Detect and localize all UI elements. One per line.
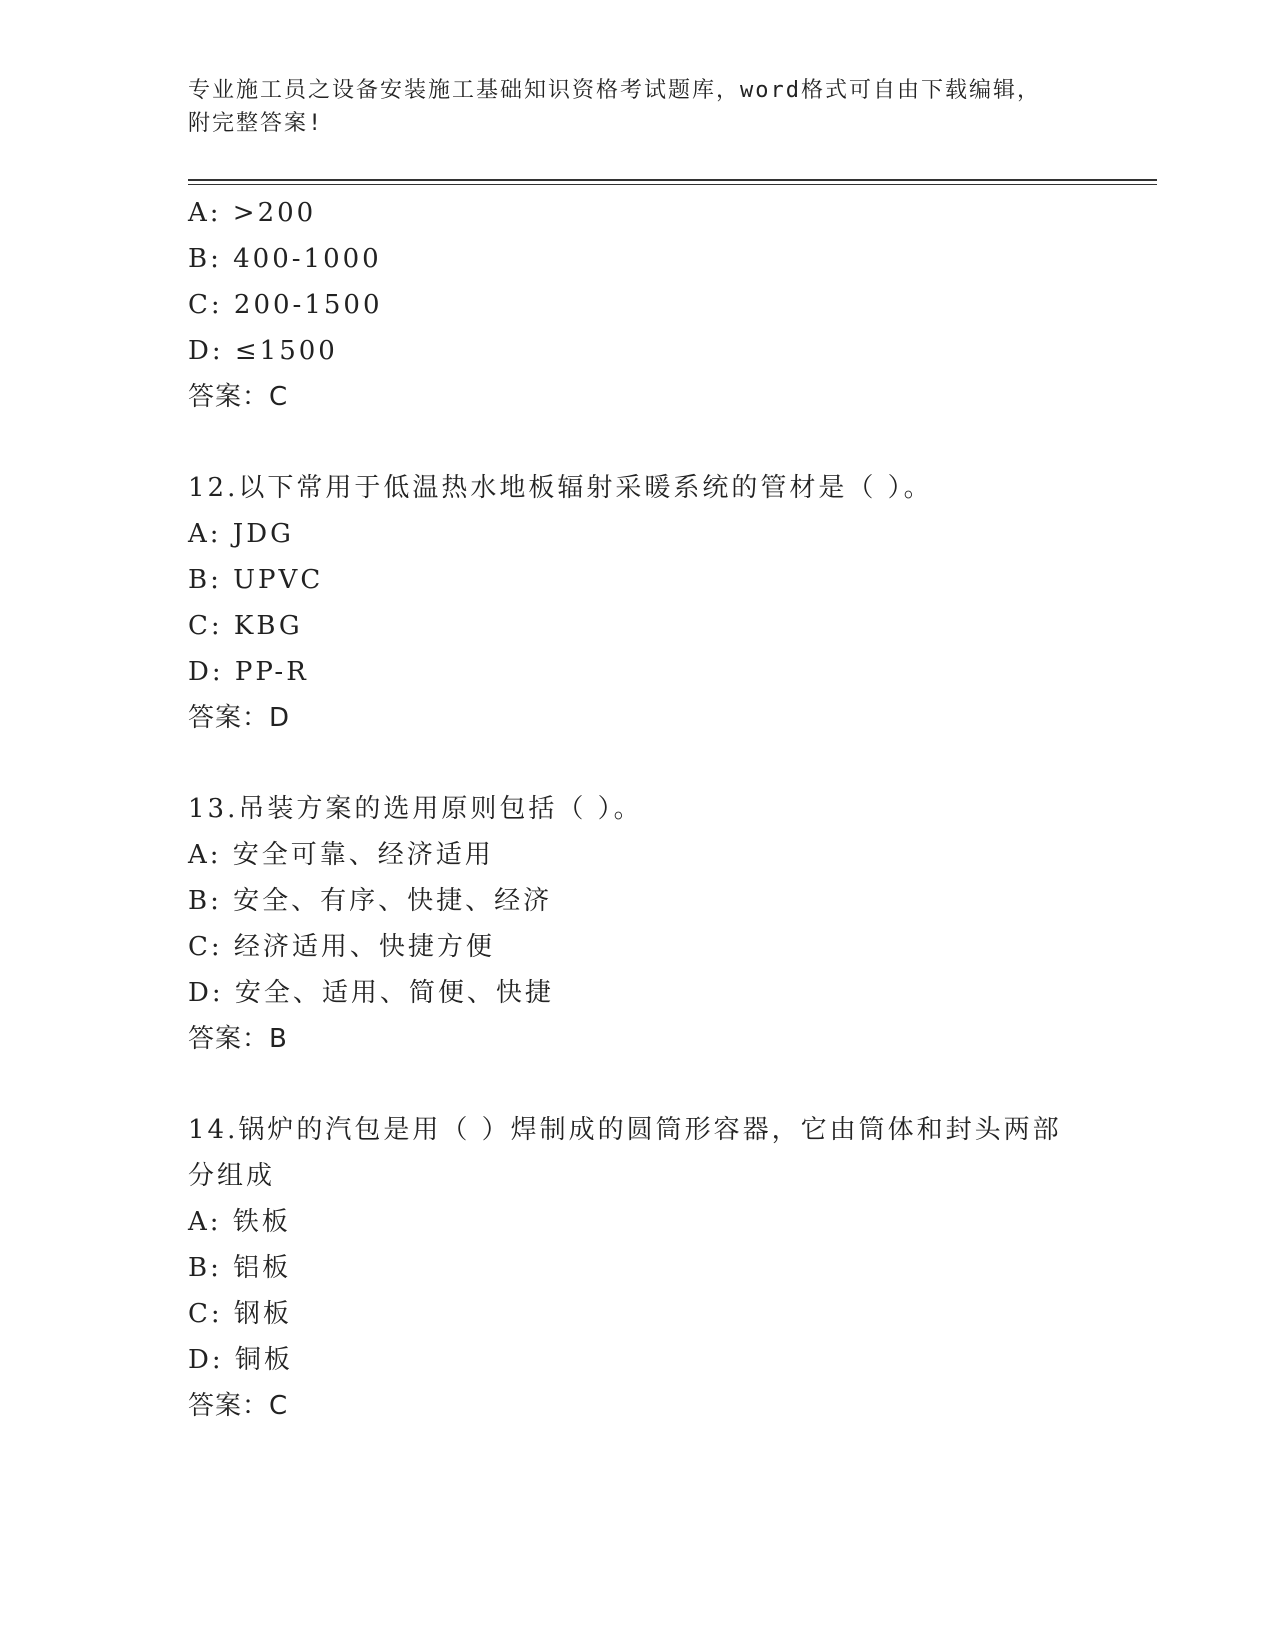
question-14 — [188, 1107, 1088, 1429]
option-c: C: KBG — [188, 611, 303, 641]
option-c: C: 200-1500 — [188, 290, 383, 320]
header-line-1: 专业施工员之设备安装施工基础知识资格考试题库，word格式可自由下载编辑， — [188, 78, 1041, 103]
answer-line: 答案：C — [188, 1391, 289, 1421]
question-stem: 12.以下常用于低温热水地板辐射采暖系统的管材是（ ）。 — [188, 473, 933, 503]
option-c: C: 经济适用、快捷方便 — [188, 932, 495, 962]
spacer — [188, 741, 1088, 786]
option-a: A: >200 — [188, 198, 317, 228]
spacer — [188, 420, 1088, 465]
question-stem: 13.吊装方案的选用原则包括（ ）。 — [188, 794, 643, 824]
option-a: A: JDG — [188, 519, 294, 549]
answer-line: 答案：D — [188, 703, 291, 733]
option-b: B: UPVC — [188, 565, 324, 595]
question-13 — [188, 786, 1088, 1062]
question-stem-line-2: 分组成 — [188, 1161, 276, 1191]
answer-line: 答案：C — [188, 382, 289, 412]
option-b: B: 安全、有序、快捷、经济 — [188, 886, 553, 916]
document-header — [188, 74, 1088, 140]
question-stem-line-1: 14.锅炉的汽包是用（ ）焊制成的圆筒形容器，它由筒体和封头两部 — [188, 1115, 1062, 1145]
option-b: B: 铝板 — [188, 1253, 292, 1283]
question-list — [188, 190, 1088, 1429]
header-line-2: 附完整答案! — [188, 111, 324, 136]
option-d: D: ≤1500 — [188, 336, 338, 366]
option-d: D: PP-R — [188, 657, 309, 687]
question-11 — [188, 190, 1088, 420]
answer-line: 答案：B — [188, 1024, 288, 1054]
option-d: D: 安全、适用、简便、快捷 — [188, 978, 554, 1008]
option-b: B: 400-1000 — [188, 244, 382, 274]
spacer — [188, 1062, 1088, 1107]
header-divider — [188, 179, 1157, 185]
option-d: D: 铜板 — [188, 1345, 293, 1375]
question-12 — [188, 465, 1088, 741]
option-a: A: 安全可靠、经济适用 — [188, 840, 494, 870]
option-c: C: 钢板 — [188, 1299, 292, 1329]
option-a: A: 铁板 — [188, 1207, 291, 1237]
